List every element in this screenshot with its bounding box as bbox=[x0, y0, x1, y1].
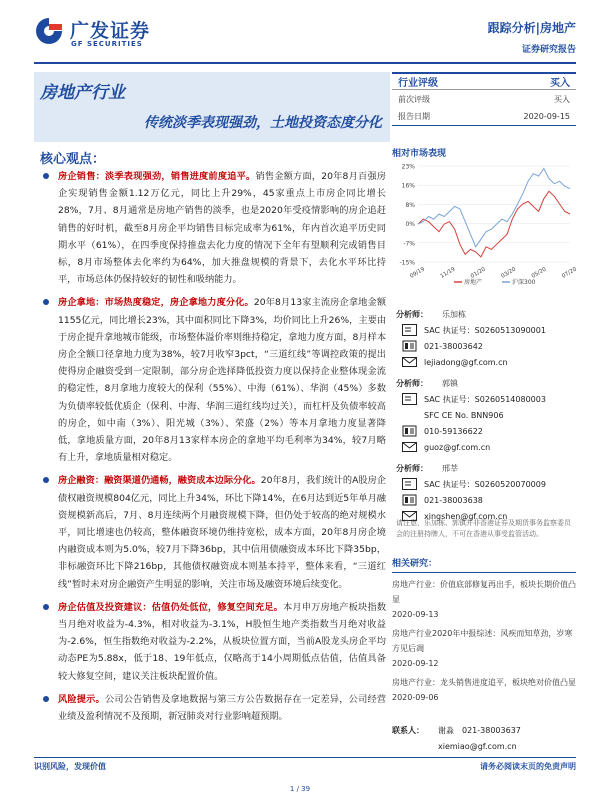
prev-rating-label: 前次评级 bbox=[398, 94, 430, 104]
report-date-label: 报告日期 bbox=[398, 112, 430, 121]
report-type: 跟踪分析|房地产 bbox=[487, 21, 576, 35]
relative-performance-chart bbox=[392, 158, 576, 288]
analyst-label: 分析师： bbox=[396, 309, 428, 319]
footer bbox=[34, 757, 576, 771]
x-tick-label: 09/19 bbox=[409, 266, 426, 280]
analyst-card bbox=[396, 460, 576, 524]
logo-icon bbox=[34, 16, 64, 46]
report-date-row bbox=[392, 108, 576, 126]
contact-label: 联系人： bbox=[392, 725, 424, 735]
analyst-phone: 021-38003638 bbox=[424, 495, 483, 505]
analyst-sfc: SFC CE No. BNN906 bbox=[424, 410, 504, 420]
core-views-heading: 核心观点： bbox=[40, 152, 106, 167]
contact-email[interactable]: xiemiao@gf.com.cn bbox=[438, 741, 517, 751]
analyst-cert: SAC 执证号：S0260520070009 bbox=[424, 479, 546, 489]
core-point-heading: 房企销售：淡季表现强劲，销售进度前度追平。 bbox=[58, 171, 256, 182]
series-line bbox=[418, 169, 570, 247]
prev-rating-row bbox=[392, 90, 576, 108]
analyst-email[interactable]: lejiadong@gf.com.cn bbox=[424, 357, 508, 367]
y-tick-label: -15% bbox=[399, 259, 415, 267]
footer-slogan: 识别风险，发现价值 bbox=[34, 762, 106, 771]
industry-name: 房地产行业 bbox=[40, 83, 125, 103]
related-report-title: 房地产行业：龙头销售进度追平，板块绝对价值凸显 bbox=[392, 678, 576, 687]
related-report-date: 2020-09-06 bbox=[392, 693, 439, 702]
report-title: 传统淡季表现强劲，土地投资态度分化 bbox=[144, 115, 382, 131]
related-report-item[interactable] bbox=[392, 626, 576, 671]
page-number: 1 / 39 bbox=[289, 785, 311, 793]
series-line bbox=[418, 191, 570, 257]
y-tick-label: 8% bbox=[405, 201, 415, 209]
certificate-icon bbox=[402, 393, 417, 405]
bullet-icon bbox=[43, 477, 49, 483]
analyst-card bbox=[396, 375, 576, 455]
analyst-name: 邢莘 bbox=[442, 463, 458, 473]
x-tick-label: 07/20 bbox=[561, 266, 578, 280]
contact-name: 谢淼 bbox=[438, 725, 454, 735]
related-research-title: 相关研究： bbox=[392, 556, 576, 573]
logo-text-cn: 广发证券 bbox=[70, 20, 151, 42]
core-point-body: 公司公告销售及拿地数据与第三方公告数据存在一定差异，公司经营业绩及盈利情况不及预期，新冠肺炎对行业影响超预期。 bbox=[58, 693, 387, 723]
core-point-heading: 房企融资：融资渠道仍通畅，融资成本边际分化。 bbox=[58, 475, 261, 487]
analyst-name: 乐加栋 bbox=[442, 309, 466, 319]
y-tick-label: 23% bbox=[401, 163, 415, 171]
footer-disclaimer-note: 请务必阅读末页的免责声明 bbox=[480, 762, 576, 771]
related-report-date: 2020-09-12 bbox=[392, 659, 439, 668]
analyst-card bbox=[396, 306, 576, 370]
analyst-name: 郭镇 bbox=[442, 378, 458, 388]
phone-icon bbox=[402, 494, 417, 506]
email-icon bbox=[402, 356, 417, 368]
legend-label: 房地产 bbox=[464, 279, 483, 286]
chart-title: 相对市场表现 bbox=[392, 149, 447, 159]
analyst-email[interactable]: guoz@gf.com.cn bbox=[424, 442, 491, 452]
title-banner bbox=[34, 72, 390, 142]
related-report-item[interactable] bbox=[392, 675, 576, 705]
related-report-title: 房地产行业：价值底部修复再出手，板块长期价值凸显 bbox=[392, 580, 576, 604]
logo bbox=[34, 14, 194, 54]
phone-icon bbox=[402, 340, 417, 352]
core-point bbox=[40, 691, 386, 725]
x-tick-label: 05/20 bbox=[530, 266, 548, 280]
analyst-phone: 010-59136622 bbox=[424, 426, 483, 436]
certificate-icon bbox=[402, 478, 417, 490]
certificate-icon bbox=[402, 324, 417, 336]
analyst-label: 分析师： bbox=[396, 378, 428, 388]
bullet-icon bbox=[43, 696, 49, 702]
contact-phone: 021-38003637 bbox=[462, 725, 521, 735]
related-report-date: 2020-09-13 bbox=[392, 610, 439, 619]
related-report-item[interactable] bbox=[392, 577, 576, 622]
analyst-list bbox=[396, 306, 576, 529]
core-views-list bbox=[40, 168, 386, 731]
core-point-heading: 房企拿地：市场热度稳定，房企拿地力度分化。 bbox=[58, 297, 254, 309]
core-point bbox=[40, 472, 386, 592]
core-point-heading: 风险提示。 bbox=[58, 693, 105, 705]
header-divider bbox=[34, 62, 576, 64]
rating-value: 买入 bbox=[550, 78, 570, 89]
bullet-icon bbox=[43, 173, 49, 179]
phone-icon bbox=[402, 425, 417, 437]
analyst-disclaimer: 请注意，乐加栋、郭镇并非香港证券及期货事务监察委员会的注册持牌人，不可在香港从事受监管活动。 bbox=[396, 519, 571, 538]
analyst-phone: 021-38003642 bbox=[424, 341, 483, 351]
core-point-body: 销售金额方面，20年8月百强房企实现销售金额1.12万亿元，同比上升29%，45家重点上市房企同比增长28%，7月、8月通常是房地产销售的淡季，也是2020年受疫情影响的房企追赶销售的好时机，截至8月房企平均销售目标完成率为61%，年内首次追平历史同期水平（61%），在四季度保持推盘去化力度的情况下全年有望顺利完成销售目标，8月市场整体去化率约为64%，加大推盘规模的背景下，去化水平环比持平，市场总体仍保持较好的韧性和吸纳能力。 bbox=[58, 171, 387, 286]
contact-block bbox=[392, 722, 576, 754]
core-point bbox=[40, 294, 386, 466]
prev-rating-value: 买入 bbox=[554, 94, 570, 104]
related-report-title: 房地产行业2020年中报综述：风疾而知草劲，岁寒方见后凋 bbox=[392, 629, 573, 653]
core-point-heading: 房企估值及投资建议：估值仍处低位，修复空间充足。 bbox=[58, 601, 284, 613]
core-point bbox=[40, 599, 386, 685]
y-tick-label: 0% bbox=[405, 221, 415, 229]
x-tick-label: 11/19 bbox=[439, 266, 457, 280]
analyst-label: 分析师： bbox=[396, 463, 428, 473]
related-research bbox=[392, 556, 576, 705]
report-subtype: 证券研究报告 bbox=[521, 45, 576, 55]
rating-row bbox=[392, 72, 576, 90]
core-point-body: 20年8月，我们统计的A股房企债权融资规模804亿元，同比上升34%，环比下降14%，在6月达到近5年单月融资规模新高后，7月、8月连续两个月融资规模下降，但仍处于较高的绝对规模水平，同比增速也仍较高，整体融资环境仍维持宽松，成本方面，20年8月房企境内融资成本则为5.0%，较7月下降36bp，其中信用债融资成本环比下降35bp，非标融资环比下降216bp，其他债权融资成本则基本持平，整体来看，“三道红线”暂时未对房企融资产生明显的影响，关注市场及融资环境后续变化。 bbox=[58, 475, 386, 590]
core-point-body: 本月申万房地产板块指数当月绝对收益为-4.3%，相对收益为-3.1%，H股恒生地产类指数当月绝对收益为-2.6%，恒生指数绝对收益为-2.2%，从板块位置方面，当前A股龙头房企平均动态PE为5.88x，低于18、19年低点，仅略高于14小周期低点估值，估值具备较大修复空间，建议关注板块配置价值。 bbox=[58, 601, 387, 682]
legend-label: 沪深300 bbox=[512, 279, 536, 286]
bullet-icon bbox=[43, 604, 49, 610]
analyst-cert: SAC 执证号：S0260513090001 bbox=[424, 325, 546, 335]
analyst-cert: SAC 执证号：S0260514080003 bbox=[424, 394, 546, 404]
x-tick-label: 03/20 bbox=[500, 266, 518, 280]
y-tick-label: -7% bbox=[403, 240, 415, 248]
report-date-value: 2020-09-15 bbox=[523, 112, 570, 121]
logo-text-en: GF SECURITIES bbox=[71, 40, 143, 48]
report-header bbox=[0, 0, 600, 70]
rating-box bbox=[392, 72, 576, 126]
email-icon bbox=[402, 441, 417, 453]
analyst-email[interactable]: xingshen@gf.com.cn bbox=[424, 511, 508, 521]
core-point-body: 20年8月13家主流房企拿地金额1155亿元，同比增长23%，其中面积同比下降3%，均价同比上升26%，主要由于房企提升拿地城市能级，市场整体溢价率则维持稳定，拿地力度方面，8月样本房企全额口径拿地力度为38%，较7月收窄3pct，“三道红线”等调控政策的提出使得房企融资受到一定限制，部分房企选择降低投资力度以保持企业整体现金流的稳定性，8月拿地力度较大的保利（55%）、中海（61%）、华润（45%）多数为负债率较低优质企（保利、中海、华润三道红线均过关），而杠杆及负债率较高的房企，如中南（3%）、阳光城（3%）、荣盛（2%）等本月拿地力度显著降低，拿地质量方面，20年8月13家样本房企的拿地平均毛利率为34%，较7月略有上升，拿地质量相对稳定。 bbox=[58, 297, 387, 464]
core-point bbox=[40, 168, 386, 288]
y-tick-label: 16% bbox=[401, 182, 415, 190]
x-tick-label: 01/20 bbox=[469, 266, 487, 280]
bullet-icon bbox=[43, 299, 49, 305]
rating-label: 行业评级 bbox=[398, 78, 438, 89]
